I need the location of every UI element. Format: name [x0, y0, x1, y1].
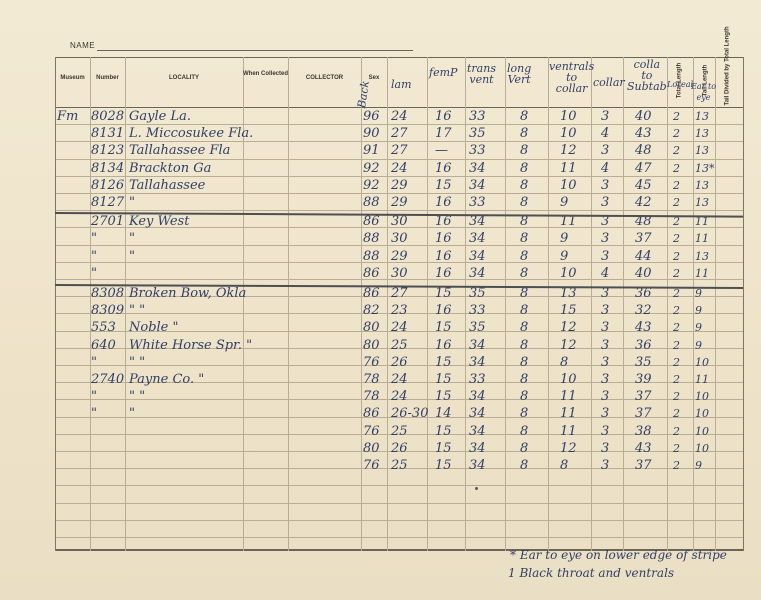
column-header-when-collected: When Collected: [243, 71, 289, 77]
cell-ear: 10: [695, 355, 709, 369]
cell-loreal: 2: [673, 196, 680, 209]
cell-vent-collar: 9: [560, 248, 569, 264]
cell-loreal: 2: [673, 215, 680, 229]
cell-trans: 35: [469, 320, 486, 336]
cell-fem: 16: [435, 160, 452, 176]
cell-trans: 33: [469, 109, 486, 124]
cell-collar-subtab: 40: [635, 109, 652, 124]
handwritten-header-back: Back: [355, 79, 372, 109]
cell-number: 8131: [91, 126, 125, 142]
handwritten-header-collar-subtab: colla to Subtab: [627, 58, 667, 93]
cell-collar: 3: [601, 423, 610, 439]
cell-long: 8: [520, 195, 529, 210]
cell-vent-collar: 10: [560, 372, 577, 387]
cell-collar: 3: [601, 143, 610, 159]
cell-number: ": [91, 406, 97, 422]
cell-locality: ": [129, 195, 135, 210]
cell-lam: 23: [391, 303, 408, 319]
cell-ear: 13: [695, 178, 709, 192]
column-rule: [505, 57, 506, 551]
cell-locality: Payne Co. ": [129, 372, 205, 387]
column-rule: [361, 57, 362, 551]
cell-loreal: 2: [673, 459, 680, 472]
cell-fem: 17: [435, 126, 452, 142]
row-rule: [55, 537, 743, 538]
column-header-tail-ratio: Tail Divided by Total Length: [724, 26, 731, 106]
cell-trans: 34: [469, 214, 486, 230]
cell-collar-subtab: 35: [635, 354, 652, 370]
cell-lam: 26: [391, 440, 408, 456]
cell-loreal: 2: [673, 321, 680, 335]
cell-long: 8: [520, 354, 529, 370]
cell-trans: 34: [469, 440, 486, 456]
cell-number: ": [91, 248, 97, 264]
cell-fem: 16: [435, 337, 452, 353]
cell-fem: 15: [435, 389, 452, 405]
cell-collar-subtab: 48: [635, 143, 652, 159]
cell-locality: Gayle La.: [129, 109, 191, 124]
cell-back: 76: [363, 423, 380, 439]
cell-ear: 13: [695, 110, 709, 123]
cell-collar-subtab: 37: [635, 231, 652, 247]
cell-trans: 33: [469, 143, 486, 159]
cell-vent-collar: 15: [560, 303, 577, 319]
cell-loreal: 2: [673, 266, 680, 280]
cell-long: 8: [520, 372, 529, 387]
cell-locality: Tallahassee: [129, 177, 206, 193]
cell-lam: 27: [391, 126, 408, 142]
cell-fem: 15: [435, 286, 452, 301]
column-header-locality: LOCALITY: [169, 75, 199, 81]
cell-collar: 3: [601, 303, 610, 319]
cell-fem: —: [435, 143, 448, 159]
name-line: [97, 50, 413, 51]
cell-trans: 34: [469, 423, 486, 439]
cell-vent-collar: 12: [560, 143, 577, 159]
cell-loreal: 2: [673, 390, 680, 404]
cell-ear: 9: [695, 321, 702, 335]
cell-vent-collar: 13: [560, 286, 577, 301]
cell-number: 8134: [91, 160, 125, 176]
cell-museum: Fm: [57, 109, 79, 124]
cell-vent-collar: 10: [560, 126, 577, 142]
cell-ear: 13: [695, 249, 709, 263]
cell-back: 76: [363, 354, 380, 370]
cell-trans: 35: [469, 286, 486, 301]
cell-collar: 3: [601, 195, 610, 210]
cell-collar: 3: [601, 320, 610, 336]
cell-back: 78: [363, 389, 380, 405]
cell-fem: 16: [435, 265, 452, 281]
cell-loreal: 2: [673, 287, 680, 300]
cell-trans: 34: [469, 177, 486, 193]
cell-long: 8: [520, 406, 529, 422]
cell-fem: 15: [435, 440, 452, 456]
cell-long: 8: [520, 109, 529, 124]
cell-vent-collar: 9: [560, 231, 569, 247]
cell-collar: 3: [601, 354, 610, 370]
cell-loreal: 2: [673, 355, 680, 369]
cell-lam: 30: [391, 265, 408, 281]
cell-loreal: 2: [673, 110, 680, 123]
cell-number: 8308: [91, 286, 125, 301]
cell-long: 8: [520, 214, 529, 230]
cell-number: 553: [91, 320, 116, 336]
cell-collar: 3: [601, 231, 610, 247]
cell-locality: " ": [129, 389, 146, 405]
cell-long: 8: [520, 389, 529, 405]
cell-locality: White Horse Spr. ": [129, 337, 253, 353]
cell-ear: 13*: [695, 161, 715, 175]
row-rule: [55, 210, 743, 211]
column-rule: [743, 57, 744, 551]
row-rule: [55, 141, 743, 142]
cell-lam: 30: [391, 214, 408, 230]
cell-trans: 34: [469, 354, 486, 370]
pencil-mark: [475, 487, 478, 490]
cell-ear: 10: [695, 407, 709, 421]
column-rule: [591, 57, 592, 551]
cell-collar: 3: [601, 214, 610, 230]
cell-vent-collar: 11: [560, 160, 577, 176]
cell-ear: 9: [695, 287, 702, 300]
row-rule: [55, 159, 743, 160]
row-rule: [55, 176, 743, 177]
cell-ear: 9: [695, 459, 702, 472]
cell-collar-subtab: 36: [635, 337, 652, 353]
cell-locality: Broken Bow, Okla: [129, 286, 247, 301]
cell-ear: 11: [695, 373, 709, 386]
cell-lam: 25: [391, 337, 408, 353]
column-rule: [623, 57, 624, 551]
cell-number: 640: [91, 337, 116, 353]
cell-fem: 14: [435, 406, 452, 422]
cell-loreal: 2: [673, 178, 680, 192]
cell-loreal: 2: [673, 424, 680, 438]
name-label: NAME: [70, 41, 96, 50]
cell-collar: 3: [601, 458, 610, 473]
cell-back: 82: [363, 303, 380, 319]
cell-collar-subtab: 48: [635, 214, 652, 230]
cell-fem: 16: [435, 214, 452, 230]
cell-locality: " ": [129, 354, 146, 370]
cell-ear: 13: [695, 127, 709, 141]
cell-collar: 3: [601, 389, 610, 405]
cell-trans: 34: [469, 389, 486, 405]
cell-locality: Noble ": [129, 320, 179, 336]
cell-back: 88: [363, 195, 380, 210]
cell-ear: 13: [695, 144, 709, 158]
cell-long: 8: [520, 126, 529, 142]
cell-collar: 3: [601, 109, 610, 124]
cell-long: 8: [520, 458, 529, 473]
cell-number: 8309: [91, 303, 125, 319]
handwritten-header-loreal: Loreal: [667, 80, 694, 89]
column-rule: [427, 57, 428, 551]
cell-trans: 33: [469, 195, 486, 210]
cell-long: 8: [520, 423, 529, 439]
column-rule: [693, 57, 694, 551]
cell-trans: 35: [469, 126, 486, 142]
cell-ear: 10: [695, 390, 709, 404]
cell-collar: 3: [601, 440, 610, 456]
cell-vent-collar: 11: [560, 389, 577, 405]
cell-locality: Key West: [129, 214, 190, 230]
cell-fem: 16: [435, 195, 452, 210]
cell-vent-collar: 12: [560, 337, 577, 353]
handwritten-header-long-vent: long Vert: [507, 62, 532, 86]
cell-number: 8123: [91, 143, 125, 159]
cell-back: 86: [363, 406, 380, 422]
cell-collar-subtab: 43: [635, 126, 652, 142]
cell-loreal: 2: [673, 127, 680, 141]
cell-number: 8127: [91, 195, 125, 210]
cell-fem: 16: [435, 231, 452, 247]
cell-collar-subtab: 32: [635, 303, 652, 319]
cell-lam: 27: [391, 286, 408, 301]
cell-vent-collar: 11: [560, 423, 577, 439]
cell-vent-collar: 11: [560, 406, 577, 422]
cell-back: 76: [363, 458, 380, 473]
footnote-one: 1 Black throat and ventrals: [508, 566, 675, 580]
cell-collar: 4: [601, 160, 610, 176]
handwritten-header-ear-eye: Ear to eye: [691, 82, 717, 102]
cell-number: ": [91, 265, 97, 281]
cell-fem: 16: [435, 303, 452, 319]
cell-long: 8: [520, 337, 529, 353]
cell-loreal: 2: [673, 373, 680, 386]
column-header-museum: Museum: [60, 75, 85, 81]
cell-trans: 34: [469, 231, 486, 247]
column-rule: [715, 57, 716, 551]
column-rule: [548, 57, 549, 551]
cell-fem: 16: [435, 248, 452, 264]
cell-loreal: 2: [673, 407, 680, 421]
column-header-number: Number: [96, 75, 119, 81]
cell-fem: 15: [435, 458, 452, 473]
cell-lam: 25: [391, 458, 408, 473]
cell-back: 80: [363, 320, 380, 336]
cell-collar-subtab: 44: [635, 248, 652, 264]
cell-number: 8126: [91, 177, 125, 193]
cell-lam: 24: [391, 109, 408, 124]
cell-fem: 15: [435, 320, 452, 336]
cell-collar-subtab: 43: [635, 440, 652, 456]
cell-trans: 33: [469, 372, 486, 387]
cell-collar-subtab: 36: [635, 286, 652, 301]
cell-back: 88: [363, 248, 380, 264]
cell-locality: Tallahassee Fla: [129, 143, 231, 159]
cell-locality: L. Miccosukee Fla.: [129, 126, 254, 142]
handwritten-header-collar: collar: [593, 76, 625, 89]
cell-number: 8028: [91, 109, 125, 124]
cell-fem: 15: [435, 354, 452, 370]
cell-back: 96: [363, 109, 380, 124]
cell-number: ": [91, 389, 97, 405]
cell-number: ": [91, 354, 97, 370]
cell-lam: 24: [391, 372, 408, 387]
cell-trans: 33: [469, 303, 486, 319]
cell-collar-subtab: 42: [635, 195, 652, 210]
cell-vent-collar: 10: [560, 265, 577, 281]
cell-trans: 34: [469, 458, 486, 473]
cell-long: 8: [520, 303, 529, 319]
handwritten-header-ventrals-collar: ventrals to collar: [549, 60, 595, 95]
cell-lam: 27: [391, 143, 408, 159]
cell-vent-collar: 11: [560, 214, 577, 230]
column-header-sex: Sex: [368, 75, 380, 81]
cell-fem: 15: [435, 177, 452, 193]
cell-back: 86: [363, 265, 380, 281]
cell-lam: 29: [391, 195, 408, 210]
column-rule: [55, 57, 56, 551]
cell-collar: 4: [601, 265, 610, 281]
row-rule: [55, 193, 743, 194]
cell-fem: 16: [435, 109, 452, 124]
cell-lam: 24: [391, 160, 408, 176]
cell-collar-subtab: 37: [635, 458, 652, 473]
cell-ear: 11: [695, 266, 709, 280]
cell-back: 92: [363, 160, 380, 176]
cell-ear: 11: [695, 232, 709, 246]
row-rule: [55, 503, 743, 504]
cell-number: 2740: [91, 372, 125, 387]
cell-collar: 3: [601, 248, 610, 264]
cell-collar: 3: [601, 406, 610, 422]
cell-back: 86: [363, 286, 380, 301]
handwritten-header-fem: femP: [429, 66, 458, 79]
cell-ear: 9: [695, 304, 702, 318]
cell-long: 8: [520, 177, 529, 193]
column-header-tail-length: Tail Length: [702, 64, 709, 97]
cell-lam: 24: [391, 320, 408, 336]
cell-loreal: 2: [673, 161, 680, 175]
cell-lam: 29: [391, 177, 408, 193]
cell-collar-subtab: 38: [635, 423, 652, 439]
cell-ear: 9: [695, 338, 702, 352]
cell-collar: 3: [601, 372, 610, 387]
cell-loreal: 2: [673, 441, 680, 455]
handwritten-header-trans-vent: trans vent: [467, 62, 496, 86]
cell-vent-collar: 10: [560, 177, 577, 193]
cell-collar: 3: [601, 337, 610, 353]
cell-long: 8: [520, 286, 529, 301]
cell-collar: 3: [601, 177, 610, 193]
cell-back: 88: [363, 231, 380, 247]
cell-trans: 34: [469, 406, 486, 422]
column-rule: [288, 57, 289, 551]
cell-ear: 13: [695, 196, 709, 209]
cell-number: 2701: [91, 214, 125, 230]
cell-loreal: 2: [673, 338, 680, 352]
column-rule: [667, 57, 668, 551]
header-bottom-rule: [55, 107, 743, 108]
cell-ear: 10: [695, 424, 709, 438]
cell-lam: 29: [391, 248, 408, 264]
cell-lam: 26-30: [391, 406, 429, 422]
cell-lam: 25: [391, 423, 408, 439]
cell-long: 8: [520, 160, 529, 176]
cell-collar-subtab: 40: [635, 265, 652, 281]
cell-lam: 30: [391, 231, 408, 247]
cell-locality: ": [129, 248, 135, 264]
footnote-star: * Ear to eye on lower edge of stripe: [510, 548, 727, 562]
column-rule: [125, 57, 126, 551]
cell-loreal: 2: [673, 232, 680, 246]
row-rule: [55, 124, 743, 125]
cell-back: 86: [363, 214, 380, 230]
cell-collar-subtab: 45: [635, 177, 652, 193]
cell-back: 80: [363, 440, 380, 456]
column-header-total-length: Total Length: [676, 62, 683, 99]
cell-collar: 4: [601, 126, 610, 142]
cell-back: 91: [363, 143, 380, 159]
cell-collar-subtab: 43: [635, 320, 652, 336]
column-rule: [465, 57, 466, 551]
cell-ear: 11: [695, 215, 709, 229]
cell-back: 90: [363, 126, 380, 142]
cell-long: 8: [520, 320, 529, 336]
cell-lam: 26: [391, 354, 408, 370]
cell-fem: 15: [435, 372, 452, 387]
cell-collar-subtab: 47: [635, 160, 652, 176]
row-rule: [55, 485, 743, 486]
cell-vent-collar: 10: [560, 109, 577, 124]
cell-long: 8: [520, 231, 529, 247]
cell-long: 8: [520, 248, 529, 264]
cell-trans: 34: [469, 160, 486, 176]
cell-vent-collar: 12: [560, 440, 577, 456]
column-rule: [387, 57, 388, 551]
cell-locality: ": [129, 231, 135, 247]
cell-vent-collar: 8: [560, 458, 569, 473]
cell-back: 78: [363, 372, 380, 387]
cell-back: 92: [363, 177, 380, 193]
cell-collar-subtab: 39: [635, 372, 652, 387]
cell-trans: 34: [469, 248, 486, 264]
cell-trans: 34: [469, 337, 486, 353]
row-rule: [55, 520, 743, 521]
cell-lam: 24: [391, 389, 408, 405]
cell-loreal: 2: [673, 249, 680, 263]
handwritten-header-lam: lam: [391, 78, 412, 91]
cell-back: 80: [363, 337, 380, 353]
cell-fem: 15: [435, 423, 452, 439]
cell-collar: 3: [601, 286, 610, 301]
cell-long: 8: [520, 143, 529, 159]
cell-trans: 34: [469, 265, 486, 281]
cell-loreal: 2: [673, 304, 680, 318]
cell-loreal: 2: [673, 144, 680, 158]
cell-collar-subtab: 37: [635, 406, 652, 422]
cell-vent-collar: 9: [560, 195, 569, 210]
cell-long: 8: [520, 265, 529, 281]
cell-collar-subtab: 37: [635, 389, 652, 405]
column-header-collector: COLLECTOR: [305, 75, 344, 81]
cell-vent-collar: 8: [560, 354, 569, 370]
cell-long: 8: [520, 440, 529, 456]
cell-locality: " ": [129, 303, 146, 319]
cell-ear: 10: [695, 441, 709, 455]
cell-vent-collar: 12: [560, 320, 577, 336]
cell-locality: ": [129, 406, 135, 422]
cell-locality: Brackton Ga: [129, 160, 212, 176]
cell-number: ": [91, 231, 97, 247]
